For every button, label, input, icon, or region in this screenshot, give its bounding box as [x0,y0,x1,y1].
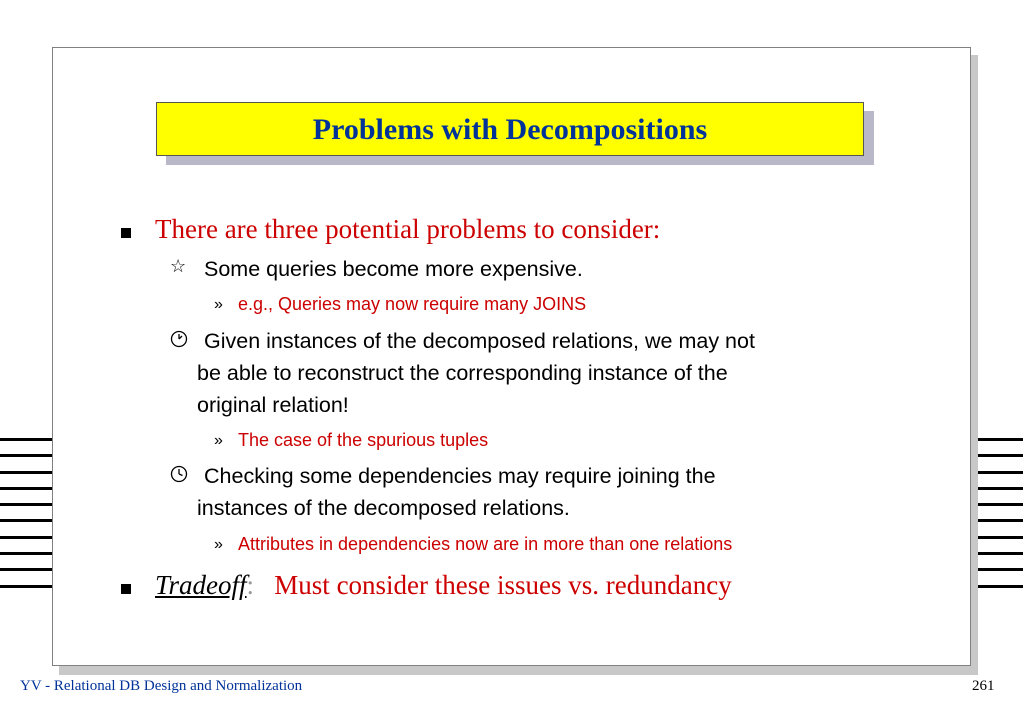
sub-3-line-2: instances of the decomposed relations. [197,496,570,520]
clock-icon [170,465,188,488]
title-box [156,102,864,156]
bullet-2-text: Must consider these issues vs. redundancy [274,570,732,600]
bullet-1-text: There are three potential problems to consider: [155,214,661,244]
detail-marker: » [214,536,223,553]
sub-3-detail: Attributes in dependencies now are in more than one relations [238,534,733,554]
sub-1-detail: e.g., Queries may now require many JOINS [238,294,587,314]
page-number: 261 [972,678,995,694]
bullet-2 [155,570,732,601]
tradeoff-colon: : [246,570,255,600]
right-stripes [975,438,1023,601]
detail-marker: » [214,296,223,313]
footer-course-title: YV - Relational DB Design and Normalization [20,678,303,694]
sub-2-line-1: Given instances of the decomposed relations, we may not [204,329,755,353]
sub-2-detail: The case of the spurious tuples [238,430,489,450]
clock-icon [170,330,188,353]
detail-marker: » [214,432,223,449]
sub-2-line-2: be able to reconstruct the corresponding instance of the [197,361,728,385]
sub-3-line-1: Checking some dependencies may require joining the [204,464,716,488]
sub-2-line-3: original relation! [197,393,349,417]
tradeoff-label: Tradeoff [155,570,247,600]
slide-title: Problems with Decompositions [312,113,708,146]
square-bullet-icon [121,584,131,594]
star-icon: ☆ [170,256,187,276]
left-stripes [0,438,52,601]
square-bullet-icon [121,228,131,238]
sub-1-text: Some queries become more expensive. [204,257,583,281]
